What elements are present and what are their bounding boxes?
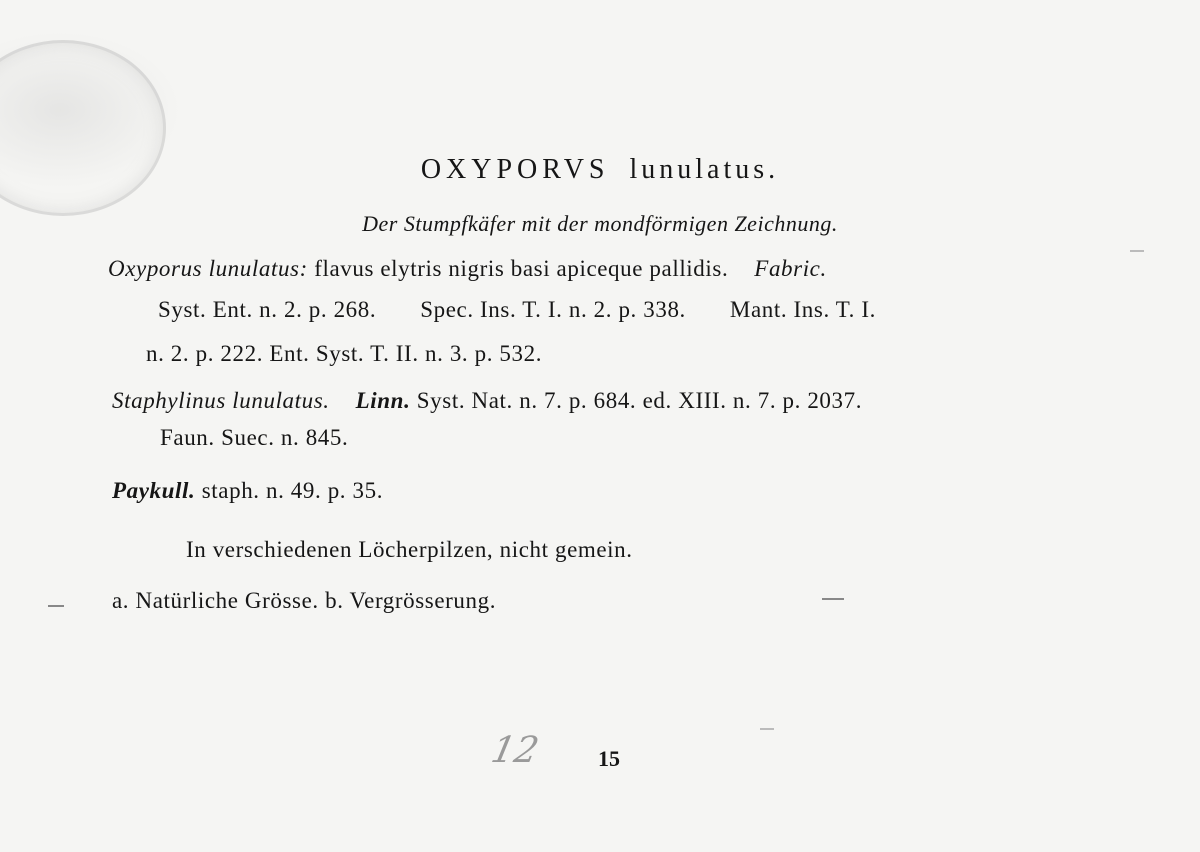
synonym-line-4 — [112, 389, 862, 412]
ref-staph: staph. n. 49. p. 35. — [195, 478, 384, 503]
diagnosis-text: flavus elytris nigris basi apiceque pallidis. — [307, 256, 729, 281]
ink-speck — [48, 605, 64, 607]
synonym-line-1 — [108, 257, 827, 280]
synonym-line-6 — [112, 479, 383, 502]
author-paykull: Paykull. — [112, 478, 196, 503]
ref-mant-ins: Mant. Ins. T. I. — [729, 297, 876, 322]
ink-speck — [822, 598, 844, 600]
page-title — [0, 156, 1200, 184]
ref-syst-ent: Syst. Ent. n. 2. p. 268. — [158, 297, 377, 322]
synonym-line-2 — [158, 298, 876, 321]
library-stamp — [0, 40, 166, 216]
title-genus: OXYPORVS — [420, 154, 610, 185]
species-name-oxyporus: Oxyporus lunulatus: — [108, 256, 308, 281]
ref-spec-ins: Spec. Ins. T. I. n. 2. p. 338. — [420, 297, 686, 322]
synonym-line-3: n. 2. p. 222. Ent. Syst. T. II. n. 3. p. 532. — [146, 341, 543, 366]
ink-speck — [1130, 250, 1144, 252]
habitat-text: In verschiedenen Löcherpilzen, nicht gemein. — [186, 537, 633, 562]
figure-legend: a. Natürliche Grösse. b. Vergrösserung. — [112, 588, 497, 613]
synonym-line-5: Faun. Suec. n. 845. — [160, 425, 349, 450]
ink-speck — [760, 728, 774, 730]
page-number: 15 — [598, 746, 620, 771]
author-fabric: Fabric. — [754, 256, 827, 281]
species-name-staphylinus: Staphylinus lunulatus. — [112, 388, 330, 413]
handwritten-number: 12 — [487, 730, 543, 771]
stamp-text — [0, 78, 116, 168]
title-species: lunulatus. — [629, 154, 780, 185]
author-linn: Linn. — [355, 388, 411, 413]
page-subtitle: Der Stumpfkäfer mit der mondförmigen Zeichnung. — [362, 211, 838, 236]
ref-syst-nat: Syst. Nat. n. 7. p. 684. ed. XIII. n. 7. p. 2037. — [410, 388, 863, 413]
